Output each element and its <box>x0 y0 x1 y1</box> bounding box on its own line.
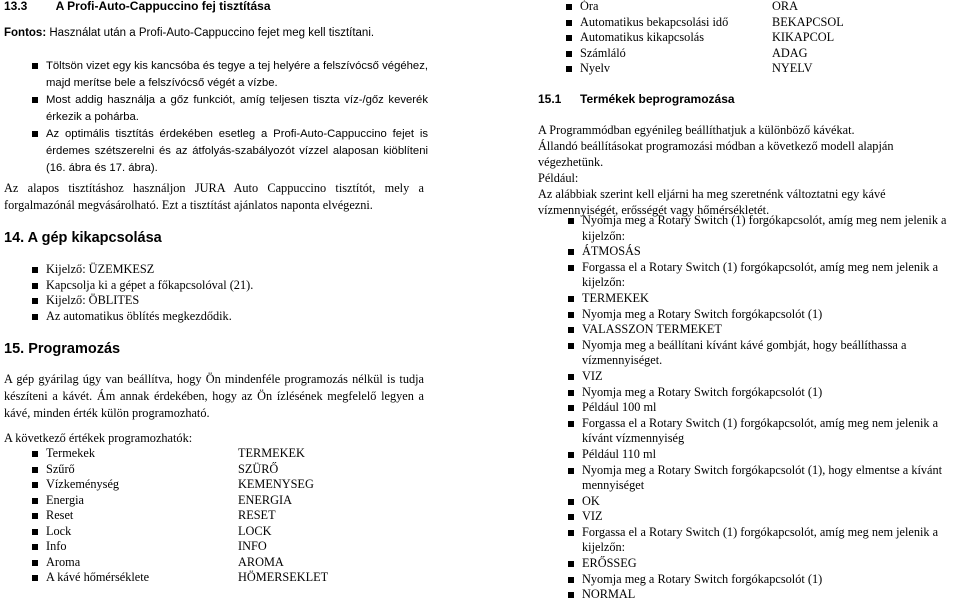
intro-line: Az alábbiak szerint kell eljárni ha meg szeretnénk változtatni egy kávé vízmennyiségét, erősségét vagy hőmérsékletét. <box>538 187 886 217</box>
list-item: Például 100 ml <box>568 400 960 416</box>
list-item: Nyomja meg a beállítani kívánt kávé gombját, hogy beállíthassa a vízmennyiséget. <box>568 338 960 369</box>
intro-line: A Programmódban egyénileg beállíthatjuk a különböző kávékat. <box>538 123 855 137</box>
value-display: ENERGIA <box>238 493 292 507</box>
intro-line: Például: <box>538 171 579 185</box>
section-15-heading <box>4 341 120 357</box>
section-title: A Profi-Auto-Cappuccino fej tisztítása <box>55 0 271 13</box>
table-row <box>566 30 835 45</box>
value-name: Vízkeménység <box>32 477 119 492</box>
values-intro: A következő értékek programozhatók: <box>4 431 193 445</box>
list-item: NORMAL <box>568 587 960 603</box>
value-display: ORA <box>772 0 798 13</box>
section-number: 14. <box>4 230 25 246</box>
value-display: ADAG <box>772 46 808 60</box>
table-row <box>32 508 276 523</box>
value-display: BEKAPCSOL <box>772 15 844 29</box>
programming-paragraph: A gép gyárilag úgy van beállítva, hogy Ön mindenféle programozás nélkül is tudja készíteni a kávét. Ám annak érdekében, hogy az Ön ízlésének megfelelő legyen a kávé, minden érték külön programozható. <box>4 372 424 420</box>
list-item: OK <box>568 494 960 510</box>
list-item: Nyomja meg a Rotary Switch forgókapcsolót (1) <box>568 385 960 401</box>
list-item: Forgassa el a Rotary Switch (1) forgókapcsolót, amíg meg nem jelenik a kijelzőn: <box>568 260 960 291</box>
value-name: Automatikus bekapcsolási idő <box>566 15 728 30</box>
section-15-1-heading <box>538 92 735 106</box>
value-name: Számláló <box>566 46 626 61</box>
list-item: Nyomja meg a Rotary Switch forgókapcsolót (1), hogy elmentse a kívánt mennyiséget <box>568 463 960 494</box>
value-display: LOCK <box>238 524 272 538</box>
list-item: Nyomja meg a Rotary Switch forgókapcsolót (1) <box>568 307 960 323</box>
section-number: 15. <box>4 341 25 357</box>
list-item: ÁTMOSÁS <box>568 244 960 260</box>
table-row <box>566 15 844 30</box>
value-display: TERMEKEK <box>238 446 305 460</box>
list-item: VALASSZON TERMEKET <box>568 322 960 338</box>
value-name: Nyelv <box>566 61 610 76</box>
table-row <box>32 524 272 539</box>
value-display: INFO <box>238 539 267 553</box>
value-display: NYELV <box>772 61 813 75</box>
table-row <box>32 477 314 492</box>
value-name: Szűrő <box>32 462 75 477</box>
important-note <box>4 27 374 39</box>
value-name: Info <box>32 539 67 554</box>
value-display: SZÜRŐ <box>238 462 279 476</box>
list-item: Kapcsolja ki a gépet a főkapcsolóval (21). <box>32 278 253 294</box>
value-name: Automatikus kikapcsolás <box>566 30 704 45</box>
value-name: Termekek <box>32 446 95 461</box>
table-row <box>32 493 292 508</box>
table-row <box>32 446 305 461</box>
section-13-3-heading <box>4 0 271 13</box>
value-name: Aroma <box>32 555 80 570</box>
table-row <box>32 570 329 585</box>
cleaning-paragraph: Az alapos tisztításhoz használjon JURA Auto Cappuccino tisztítót, mely a forgalmazónál megvásárolható. Ezt a tisztítást ajánlatos naponta elvégezni. <box>4 181 424 212</box>
value-name: Óra <box>566 0 598 14</box>
section-number: 15.1 <box>538 92 562 106</box>
value-display: HÖMERSEKLET <box>238 570 329 584</box>
list-item: VIZ <box>568 509 960 525</box>
list-item: Kijelző: ÖBLITES <box>32 293 253 309</box>
section-14-heading <box>4 230 162 246</box>
list-item: Például 110 ml <box>568 447 960 463</box>
value-name: Lock <box>32 524 71 539</box>
list-item: Nyomja meg a Rotary Switch (1) forgókapcsolót, amíg meg nem jelenik a kijelzőn: <box>568 213 960 244</box>
value-name: A kávé hőmérséklete <box>32 570 149 585</box>
value-display: RESET <box>238 508 276 522</box>
intro-line: Állandó beállításokat programozási módban a következő modell alapján végezhetünk. <box>538 139 894 169</box>
table-row <box>566 46 808 61</box>
section-title: Termékek beprogramozása <box>580 92 735 106</box>
list-item: Forgassa el a Rotary Switch (1) forgókapcsolót, amíg meg nem jelenik a kívánt vízmennyiség <box>568 416 960 447</box>
programming-steps-list <box>568 213 960 603</box>
section-title: Programozás <box>28 341 121 357</box>
list-item: Forgassa el a Rotary Switch (1) forgókapcsolót, amíg meg nem jelenik a kijelzőn: <box>568 525 960 556</box>
value-display: AROMA <box>238 555 284 569</box>
value-name: Energia <box>32 493 84 508</box>
value-name: Reset <box>32 508 73 523</box>
list-item: Kijelző: ÜZEMKESZ <box>32 262 253 278</box>
table-row <box>566 61 813 76</box>
list-item: Az optimális tisztítás érdekében esetleg a Profi-Auto-Cappuccino fejet is érdemes szétszerelni és az átfolyás-szabályozót vízzel alaposan kiöblíteni (16. ábra és 17. ábra). <box>32 126 428 177</box>
section-title: A gép kikapcsolása <box>27 230 162 246</box>
table-row <box>32 539 267 554</box>
programming-intro <box>538 122 958 218</box>
list-item: Az automatikus öblítés megkezdődik. <box>32 309 253 325</box>
table-row <box>32 555 284 570</box>
list-item: ERŐSSEG <box>568 556 960 572</box>
value-display: KIKAPCOL <box>772 30 835 44</box>
list-item: Nyomja meg a Rotary Switch forgókapcsolót (1) <box>568 572 960 588</box>
list-item: VIZ <box>568 369 960 385</box>
cleaning-steps-list <box>32 58 428 177</box>
table-row <box>32 462 279 477</box>
list-item: TERMEKEK <box>568 291 960 307</box>
value-display: KEMENYSEG <box>238 477 314 491</box>
section-number: 13.3 <box>4 0 28 13</box>
list-item: Töltsön vizet egy kis kancsóba és tegye a tej helyére a felszívócső végéhez, majd merítse bele a felszívócső végét a vízbe. <box>32 58 428 92</box>
important-text: Használat után a Profi-Auto-Cappuccino fejet meg kell tisztítani. <box>46 27 375 39</box>
list-item: Most addig használja a gőz funkciót, amíg teljesen tiszta víz-/gőz keverék érkezik a pohárba. <box>32 92 428 126</box>
table-row <box>566 0 798 14</box>
shutdown-steps-list <box>32 262 253 324</box>
important-label: Fontos: <box>4 27 47 39</box>
